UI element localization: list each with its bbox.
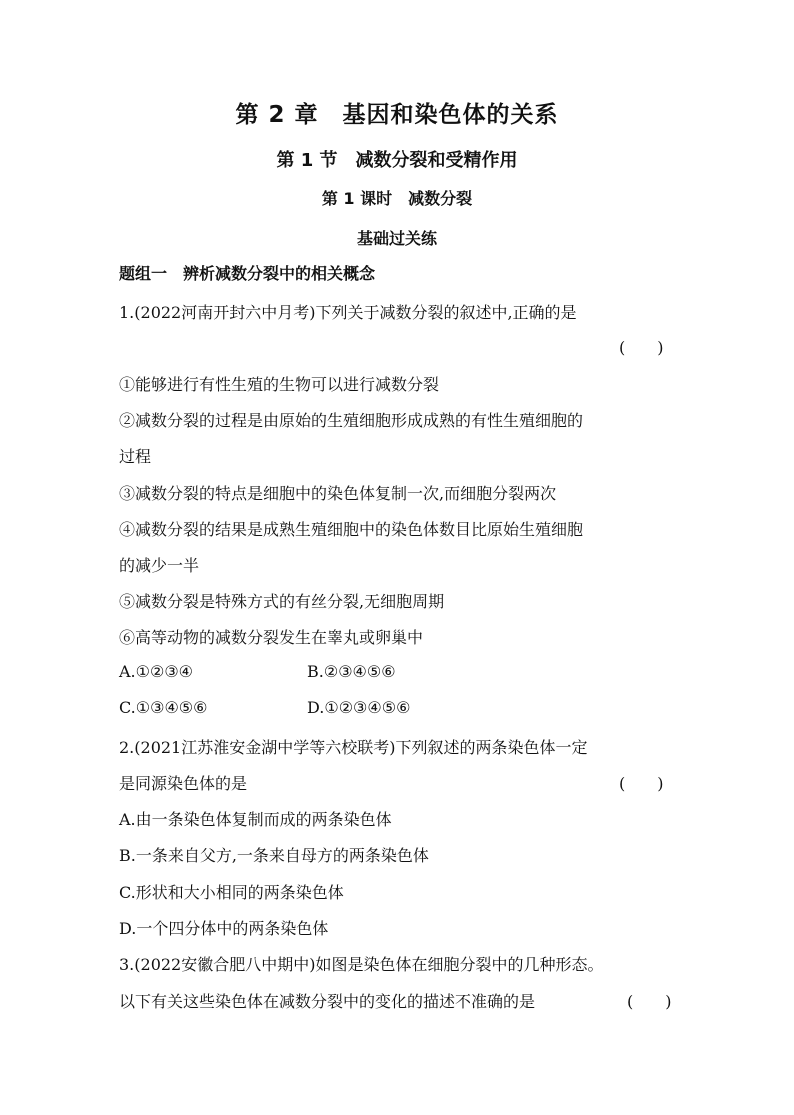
q2-option-d: D.一个四分体中的两条染色体	[119, 919, 329, 938]
q2-stem-line1: 2.(2021江苏淮安金湖中学等六校联考)下列叙述的两条染色体一定	[119, 738, 588, 757]
q1-statement-5: ⑤减数分裂是特殊方式的有丝分裂,无细胞周期	[119, 592, 445, 611]
q3-answer-blank: ( )	[627, 992, 672, 1011]
q2-answer-blank: ( )	[619, 774, 664, 793]
q2-stem-line2: 是同源染色体的是	[119, 774, 248, 793]
q1-answer-blank: ( )	[619, 338, 664, 357]
q1-stem: 1.(2022河南开封六中月考)下列关于减数分裂的叙述中,正确的是	[119, 303, 577, 322]
q2-option-a: A.由一条染色体复制而成的两条染色体	[119, 810, 392, 829]
q1-statement-2: ②减数分裂的过程是由原始的生殖细胞形成成熟的有性生殖细胞的	[119, 411, 584, 430]
lesson-title: 第 1 课时 减数分裂	[321, 189, 473, 208]
q2-option-c: C.形状和大小相同的两条染色体	[119, 883, 344, 902]
q2-option-b: B.一条来自父方,一条来自母方的两条染色体	[119, 846, 429, 865]
q1-statement-1: ①能够进行有性生殖的生物可以进行减数分裂	[119, 375, 440, 394]
q1-option-d: D.①②③④⑤⑥	[307, 698, 411, 717]
q1-option-a: A.①②③④	[119, 662, 194, 681]
practice-heading: 基础过关练	[356, 229, 437, 248]
chapter-title: 第 2 章 基因和染色体的关系	[235, 102, 559, 128]
q1-option-b: B.②③④⑤⑥	[307, 662, 396, 681]
q1-option-c: C.①③④⑤⑥	[119, 698, 208, 717]
q3-stem-line2: 以下有关这些染色体在减数分裂中的变化的描述不准确的是	[119, 992, 536, 1011]
q3-stem-line1: 3.(2022安徽合肥八中期中)如图是染色体在细胞分裂中的几种形态。	[119, 955, 604, 974]
q1-statement-6: ⑥高等动物的减数分裂发生在睾丸或卵巢中	[119, 628, 424, 647]
q1-statement-4-cont: 的减少一半	[119, 556, 200, 575]
q1-statement-4: ④减数分裂的结果是成熟生殖细胞中的染色体数目比原始生殖细胞	[119, 520, 584, 539]
q1-statement-3: ③减数分裂的特点是细胞中的染色体复制一次,而细胞分裂两次	[119, 484, 557, 503]
section-title: 第 1 节 减数分裂和受精作用	[276, 150, 518, 171]
group-heading: 题组一 辨析减数分裂中的相关概念	[119, 264, 376, 283]
q1-statement-2-cont: 过程	[119, 447, 152, 466]
